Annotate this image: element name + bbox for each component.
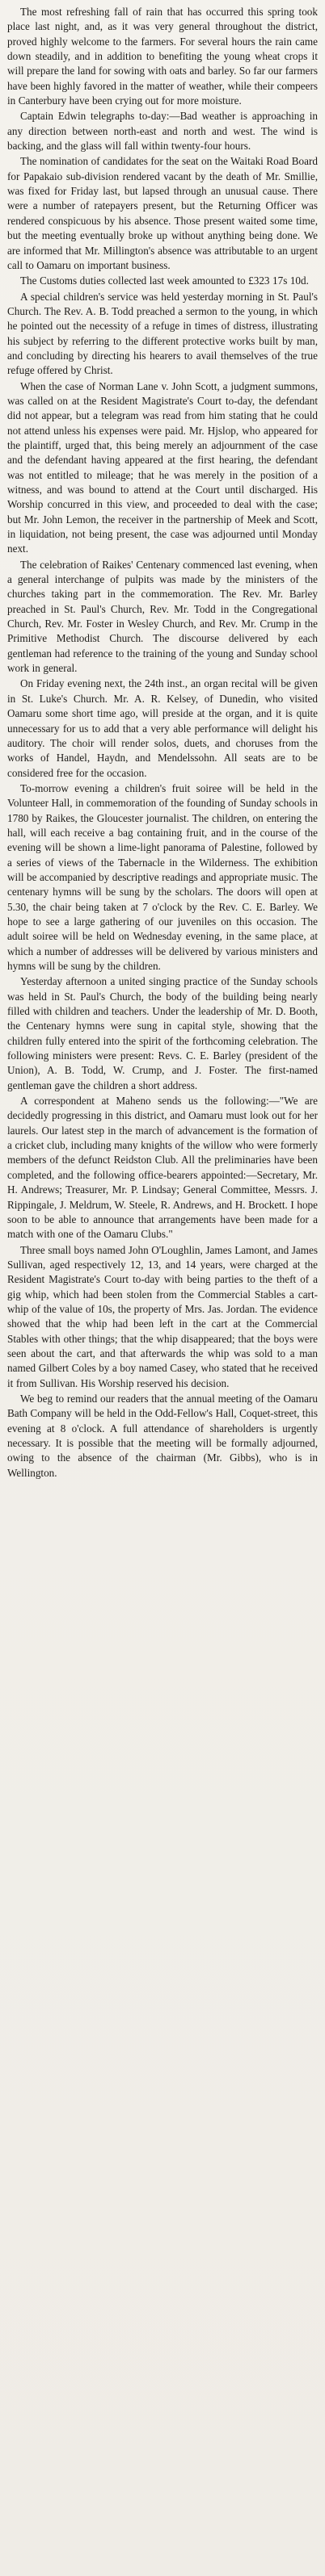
paragraph-rain: The most refreshing fall of rain that has occurred this spring took place last night, and, as it was very general throughout the district, proved highly welcome to the farmers. For several hours the rain came down steadily, and in addition to benefiting the young wheat crops it will prepare the land for sowing with oats and barley. So far our farmers have been highly favored in the matter of weather, while their compeers in Canterbury have been crying out for more moisture. xyxy=(7,6,318,107)
paragraph-court-case-lane-scott: When the case of Norman Lane v. John Scott, a judgment summons, was called on at the Resident Magistrate's Court to-day, the defendant did not appear, but a telegram was read from him stating that he could not attend unless his expenses were paid. Mr. Hjslop, who appeared for the plaintiff, urged that, this being merely an adjournment of the case and the defendant having appeared at the first hearing, the defendant was not entitled to mileage; that he was merely in the position of a witness, and was bound to attend at the Court until discharged. His Worship concurred in this view, and proceeded to deal with the case; but Mr. John Lemon, the receiver in the partnership of Meek and Scott, in liquidation, not being present, the case was adjourned until Monday next. xyxy=(7,379,318,555)
paragraph-fruit-soiree: To-morrow evening a children's fruit soiree will be held in the Volunteer Hall, in commemoration of the founding of Sunday schools in 1780 by Raikes, the Gloucester journalist. The children, on entering the hall, will each receive a bag containing fruit, and in the course of the evening will be shown a lime-light panorama of Palestine, followed by a series of views of the Tabernacle in the Wilderness. The exhibition will be accompanied by descriptive readings and appropriate music. The centenary hymns will be sung by the scholars. The doors will open at 5.30, the chair being taken at 7 o'clock by the Rev. C. E. Barley. We hope to see a large gathering of our juveniles on this occasion. The adult soiree will be held on Wednesday evening, in the same place, at which a number of addresses will be delivered by various ministers and hymns will be sung by the children. xyxy=(7,781,318,972)
paragraph-singing-practice: Yesterday afternoon a united singing practice of the Sunday schools was held in St. Paul's Church, the body of the building being nearly filled with children and teachers. Under the leadership of Mr. D. Booth, the Centenary hymns were sung in capital style, showing that the children fully entered into the spirit of the forthcoming celebration. The following ministers were present: Revs. C. E. Barley (president of the Union), A. B. Todd, W. Crump, and J. Foster. The first-named gentleman gave the children a short address. xyxy=(7,975,318,1091)
paragraph-bath-company-meeting: We beg to remind our readers that the annual meeting of the Oamaru Bath Company will be held in the Odd-Fellow's Hall, Coquet-street, this evening at 8 o'clock. A full attendance of shareholders is urgently necessary. It is possible that the meeting will be formally adjourned, owing to the absence of the chairman (Mr. Gibbs), who is in Wellington. xyxy=(7,1392,318,1479)
paragraph-childrens-service: A special children's service was held yesterday morning in St. Paul's Church. The Rev. A. B. Todd preached a sermon to the young, in which he pointed out the necessity of a refuge in times of distress, illustrating his subject by referring to the different protective works built by man, and concluding by directing his hearers to avail themselves of the true refuge offered by Christ. xyxy=(7,290,318,377)
paragraph-road-board-nomination: The nomination of candidates for the seat on the Waitaki Road Board for Papakaio sub-division rendered vacant by the death of Mr. Smillie, was fixed for Friday last, but lapsed through an unusual cause. There were a number of ratepayers present, but the Returning Officer was rendered conspicuous by his absence. Those present waited some time, but the meeting eventually broke up without anything being done. We are informed that Mr. Millington's absence was attributable to an urgent call to Oamaru on important business. xyxy=(7,155,318,271)
paragraph-maheno-cricket-club: A correspondent at Maheno sends us the following:—"We are decidedly progressing in this district, and Oamaru must look out for her laurels. Our latest step in the march of advancement is the formation of a cricket club, including many knights of the willow who were formerly members of the defunct Reidston Club. All the preliminaries have been completed, and the following office-bearers appointed:—Secretary, Mr. H. Andrews; Treasurer, Mr. P. Lindsay; General Committee, Messrs. J. Rippingale, J. Meldrum, W. Steele, R. Andrews, and H. Brockett. I hope soon to be able to announce that arrangements have been made for a match with one of the Oamaru Clubs." xyxy=(7,1095,318,1241)
paragraph-customs-duties: The Customs duties collected last week amounted to £323 17s 10d. xyxy=(20,274,309,287)
paragraph-raikes-centenary: The celebration of Raikes' Centenary commenced last evening, when a general interchange of pulpits was made by the ministers of the churches taking part in the commemoration. The Rev. Mr. Barley preached in St. Paul's Church, Rev. Mr. Todd in the Congregational Church, Rev. Mr. Foster in Wesley Church, and Rev. Mr. Crump in the Primitive Methodist Church. The discourse delivered by each gentleman had reference to the training of the young and Sunday school work in general. xyxy=(7,558,318,675)
paragraph-organ-recital: On Friday evening next, the 24th inst., an organ recital will be given in St. Luke's Church. Mr. A. R. Kelsey, of Dunedin, who visited Oamaru some short time ago, will preside at the organ, and it is quite unnecessary for us to add that a very able performance will delight his auditory. The choir will render solos, duets, and choruses from the works of Handel, Haydn, and Mendelssohn. All seats are to be considered free for the occasion. xyxy=(7,677,318,779)
paragraph-whip-theft-case: Three small boys named John O'Loughlin, James Lamont, and James Sullivan, aged respectively 12, 13, and 14 years, were charged at the Resident Magistrate's Court to-day with being parties to the theft of a gig whip, which had been stolen from the Commercial Stables a cart-whip of the value of 10s, the property of Mrs. Jas. Jordan. The evidence showed that the whip had been left in the cart at the Commercial Stables with other things; that the whip disappeared; that the boys were seen about the cart, and that afterwards the whip was sold to a man named Gilbert Coles by a boy named Casey, who stated that he received it from Sullivan. His Worship reserved his decision. xyxy=(7,1243,318,1389)
paragraph-weather-telegram: Captain Edwin telegraphs to-day:—Bad weather is approaching in any direction between north-east and north and west. The wind is backing, and the glass will fall within twenty-four hours. xyxy=(7,110,318,153)
